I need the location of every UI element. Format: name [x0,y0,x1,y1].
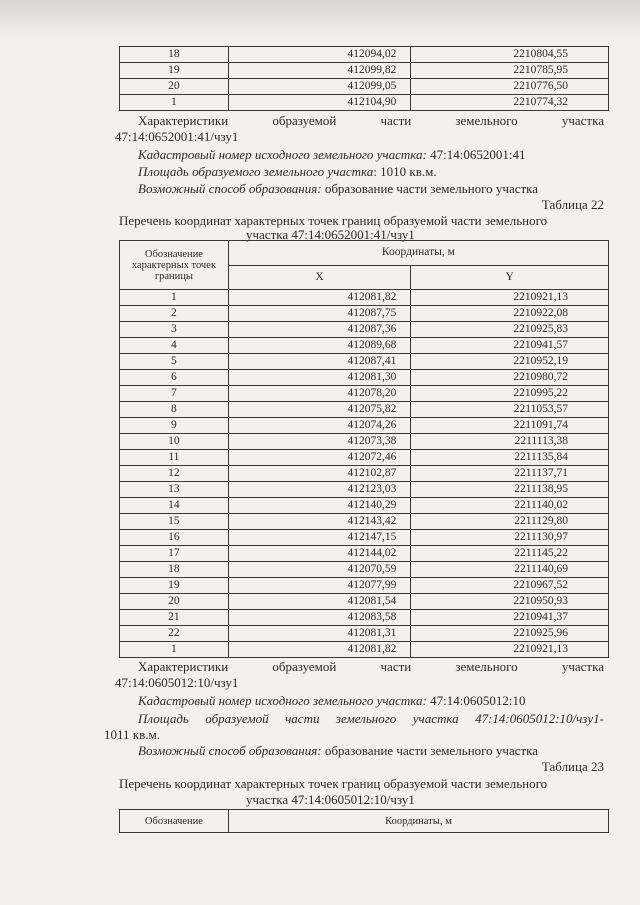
coord-x: 412074,26 [228,418,411,434]
point-number: 19 [120,63,229,79]
coord-x: 412077,99 [228,578,411,594]
point-number: 20 [120,594,229,610]
cadastral-label: Кадастровый номер исходного земельного участка: [138,693,427,708]
coord-y: 2210952,19 [411,354,609,370]
coord-x: 412123,03 [228,482,411,498]
point-number: 4 [120,338,229,354]
coord-y: 2211129,80 [411,514,609,530]
point-number: 10 [120,434,229,450]
table-row [120,95,609,111]
table22-title-line1: Перечень координат характерных точек границ образуемой части земельного [119,213,548,228]
coord-x: 412102,87 [228,466,411,482]
table-row [120,530,609,546]
area-word: участка [412,711,459,726]
table23-title-line2: участка 47:14:0605012:10/чзу1 [246,792,415,807]
coord-y: 2210995,22 [411,386,609,402]
heading-word: образуемой [272,659,337,674]
coord-x: 412094,02 [228,47,411,63]
coord-x: 412089,68 [228,338,411,354]
coord-y: 2210941,57 [411,338,609,354]
table-row [120,450,609,466]
section1-heading [138,113,604,128]
point-number: 14 [120,498,229,514]
coord-y: 2210776,50 [411,79,609,95]
method-value: образование части земельного участка [321,743,539,758]
area-word: части [285,711,320,726]
point-number: 1 [120,642,229,658]
coord-x: 412073,38 [228,434,411,450]
point-number: 9 [120,418,229,434]
point-number: 8 [120,402,229,418]
section1-cadastral [138,147,525,162]
table-row [120,63,609,79]
point-number: 1 [120,290,229,306]
section2-area-value: 1011 кв.м. [104,727,160,742]
table-row [120,594,609,610]
header-coordinates: Координаты, м [228,241,608,266]
coord-y: 2210925,83 [411,322,609,338]
table-row [120,546,609,562]
heading-word: части [380,659,412,674]
table-row [120,306,609,322]
table-row [120,610,609,626]
table22 [119,240,609,658]
header-coordinates: Координаты, м [228,810,608,833]
coord-y: 2211138,95 [411,482,609,498]
cadastral-value: 47:14:0652001:41 [426,147,526,162]
method-label: Возможный способ образования: [138,743,322,758]
coord-y: 2210941,37 [411,610,609,626]
header-point-designation: Обозначение характерных точек границы [120,241,229,290]
section2-area [138,711,604,726]
point-number: 18 [120,47,229,63]
point-number: 3 [120,322,229,338]
coord-y: 2210967,52 [411,578,609,594]
coord-y: 2210921,13 [411,290,609,306]
table-row [120,514,609,530]
method-value: образование части земельного участка [321,181,539,196]
point-number: 1 [120,95,229,111]
heading-word: участка [561,659,604,674]
point-number: 12 [120,466,229,482]
section2-heading-parcel: 47:14:0605012:10/чзу1 [115,675,239,690]
heading-word: Характеристики [138,659,229,674]
table-row [120,402,609,418]
coord-x: 412087,36 [228,322,411,338]
header-x: X [228,265,411,290]
coord-y: 2210774,32 [411,95,609,111]
point-number: 13 [120,482,229,498]
table-row [120,482,609,498]
point-number: 15 [120,514,229,530]
area-word: образуемой [205,711,269,726]
coord-y: 2211053,57 [411,402,609,418]
point-number: 17 [120,546,229,562]
coord-x: 412078,20 [228,386,411,402]
coord-x: 412081,31 [228,626,411,642]
table23-label: Таблица 23 [541,759,604,774]
heading-word: части [380,113,412,128]
table-row [120,466,609,482]
heading-word: образуемой [272,113,337,128]
area-word: земельного [335,711,397,726]
coord-x: 412104,90 [228,95,411,111]
table-row [120,418,609,434]
coord-x: 412147,15 [228,530,411,546]
point-number: 5 [120,354,229,370]
coord-y: 2211140,02 [411,498,609,514]
coord-y: 2211137,71 [411,466,609,482]
coord-x: 412099,05 [228,79,411,95]
coord-x: 412099,82 [228,63,411,79]
coord-x: 412070,59 [228,562,411,578]
coord-x: 412081,82 [228,290,411,306]
section1-method [138,181,538,196]
coordinates-table-continuation [119,46,609,111]
coord-x: 412072,46 [228,450,411,466]
coord-y: 2210980,72 [411,370,609,386]
section1-heading-parcel: 47:14:0652001:41/чзу1 [115,129,239,144]
table-row [120,290,609,306]
table22-label: Таблица 22 [541,197,604,212]
coord-x: 412087,41 [228,354,411,370]
coord-x: 412081,82 [228,642,411,658]
coord-x: 412144,02 [228,546,411,562]
coord-y: 2211145,22 [411,546,609,562]
point-number: 18 [120,562,229,578]
heading-word: участка [561,113,604,128]
coord-y: 2211113,38 [411,434,609,450]
header-point-designation: Обозначение [120,810,229,833]
coord-x: 412087,75 [228,306,411,322]
table-row [120,642,609,658]
table-row [120,498,609,514]
coord-x: 412143,42 [228,514,411,530]
coord-x: 412083,58 [228,610,411,626]
area-word: Площадь [138,711,189,726]
point-number: 7 [120,386,229,402]
area-value: : 1010 кв.м. [373,164,437,179]
table-row [120,322,609,338]
table-row [120,79,609,95]
point-number: 11 [120,450,229,466]
table-row [120,370,609,386]
table-row [120,338,609,354]
coord-y: 2211140,69 [411,562,609,578]
point-number: 22 [120,626,229,642]
table22-title-line2: участка 47:14:0652001:41/чзу1 [246,227,415,242]
table-row [120,562,609,578]
table23-title-line1: Перечень координат характерных точек границ образуемой части земельного [119,776,548,791]
table-row [120,47,609,63]
coord-y: 2210925,96 [411,626,609,642]
coord-y: 2211135,84 [411,450,609,466]
header-y: Y [411,265,609,290]
table-row [120,354,609,370]
table-row [120,626,609,642]
coord-y: 2210804,55 [411,47,609,63]
coord-y: 2211130,97 [411,530,609,546]
point-number: 20 [120,79,229,95]
coord-y: 2210922,08 [411,306,609,322]
scan-top-shadow [0,0,640,42]
heading-word: земельного [455,659,518,674]
cadastral-value: 47:14:0605012:10 [426,693,526,708]
method-label: Возможный способ образования: [138,181,322,196]
coord-x: 412081,30 [228,370,411,386]
point-number: 21 [120,610,229,626]
heading-word: земельного [455,113,518,128]
table-row [120,578,609,594]
point-number: 19 [120,578,229,594]
table23 [119,809,609,833]
cadastral-label: Кадастровый номер исходного земельного участка: [138,147,427,162]
section2-method [138,743,538,758]
coord-x: 412081,54 [228,594,411,610]
table-row [120,386,609,402]
section2-heading [138,659,604,674]
area-label: Площадь образуемого земельного участка [138,164,374,179]
area-word: 47:14:0605012:10/чзу1- [475,711,604,726]
point-number: 16 [120,530,229,546]
coord-y: 2211091,74 [411,418,609,434]
section2-cadastral [138,693,525,708]
coord-x: 412075,82 [228,402,411,418]
coord-y: 2210785,95 [411,63,609,79]
heading-word: Характеристики [138,113,229,128]
table-row [120,434,609,450]
section1-area [138,164,437,179]
coord-y: 2210921,13 [411,642,609,658]
coord-x: 412140,29 [228,498,411,514]
coord-y: 2210950,93 [411,594,609,610]
point-number: 2 [120,306,229,322]
point-number: 6 [120,370,229,386]
